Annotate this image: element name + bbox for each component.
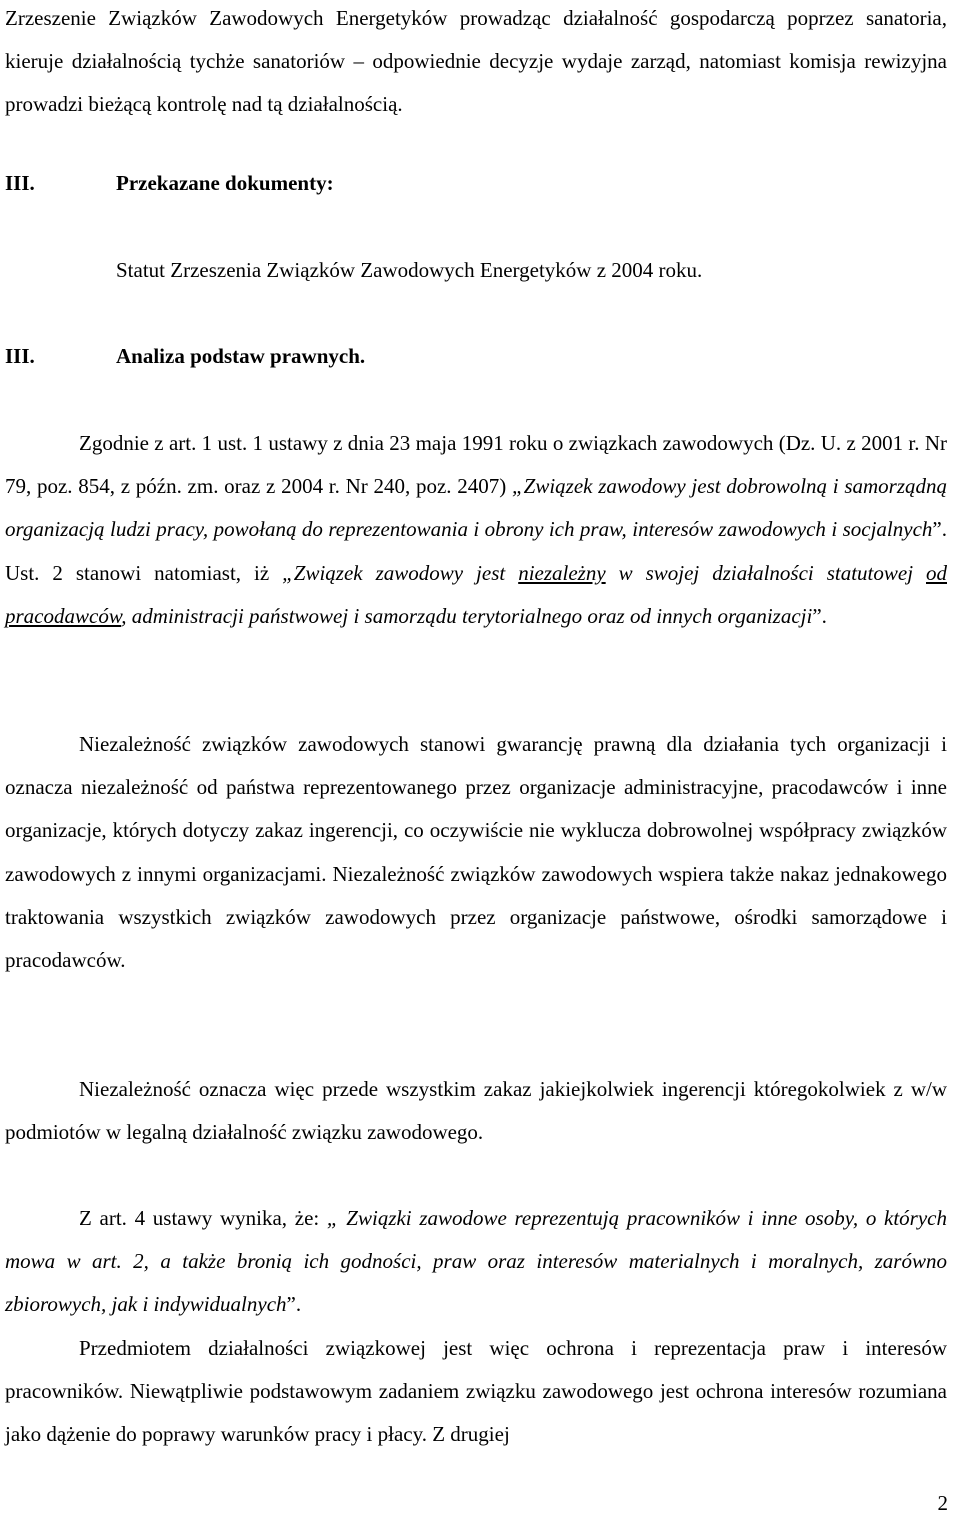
quote-run: „Związek zawodowy jest dobrowolną i samorządną organizacją ludzi pracy, powołaną do reprezentowania i obrony ich praw, interesów zawodowych i socjalnych — [5, 474, 948, 542]
quote-run: w swojej działalności statutowej — [605, 560, 926, 585]
underlined-run: od pracodawców — [5, 560, 947, 628]
paragraph-sanatoria: Zrzeszenie Związków Zawodowych Energetyków prowadząc działalność gospodarczą poprzez sanatoria, kieruje działalnością tychże sanatoriów – odpowiednie decyzje wydaje zarząd, natomiast komisja rewizyjna prowadzi bieżącą kontrolę nad tą działalnością. — [5, 6, 947, 117]
underlined-run: niezależny — [518, 560, 606, 585]
text-run: ”. — [286, 1292, 302, 1317]
paragraph-article-4 — [5, 1197, 947, 1327]
paragraph-independence: Niezależność związków zawodowych stanowi gwarancję prawną dla działania tych organizacji i oznacza niezależność od państwa reprezentowanego przez organizacje administracyjne, pracodawców i inne organizacje, których dotyczy zakaz ingerencji, co oczywiście nie wyklucza dobrowolnej współpracy związków zawodowych z innymi organizacjami. Niezależność związków zawodowych wspiera także nakaz jednakowego traktowania wszystkich związków zawodowych przez organizacje państwowe, ośrodki samorządowe i pracodawców. — [5, 732, 947, 973]
paragraph-interference-ban: Niezależność oznacza więc przede wszystkim zakaz jakiejkolwiek ingerencji któregokolwiek z w/w podmiotów w legalną działalność związku zawodowego. — [5, 1077, 947, 1145]
page-number: 2 — [937, 1491, 948, 1515]
text-run: Zgodnie z art. 1 ust. 1 ustawy z dnia 23 maja 1991 roku o związkach zawodowych (Dz. U. z 2001 r. Nr 79, poz. 854, z późn. zm. oraz z 2004 r. Nr 240, poz. 2407) — [5, 431, 947, 499]
section-heading-legal-analysis — [5, 341, 365, 371]
section-title: Analiza podstaw prawnych. — [116, 344, 366, 368]
text-run: Z art. 4 ustawy wynika, że: — [79, 1206, 327, 1230]
section-heading-documents — [5, 168, 334, 198]
section-title: Przekazane dokumenty: — [116, 171, 334, 195]
text-run: ”. — [812, 603, 827, 628]
section-number: III. — [5, 344, 35, 368]
document-list-item: Statut Zrzeszenia Związków Zawodowych Energetyków z 2004 roku. — [116, 258, 703, 282]
paragraph-article-1 — [5, 422, 947, 638]
quote-run: , administracji państwowej i samorządu terytorialnego oraz od innych organizacji — [121, 603, 813, 628]
paragraph-union-activity: Przedmiotem działalności związkowej jest więc ochrona i reprezentacja praw i interesów pracowników. Niewątpliwie podstawowym zadaniem związku zawodowego jest ochrona interesów rozumiana jako dążenie do poprawy warunków pracy i płacy. Z drugiej — [5, 1336, 947, 1447]
quote-run: „Związek zawodowy jest — [282, 560, 519, 585]
text-run: ”. Ust. 2 stanowi natomiast, iż — [5, 517, 947, 585]
section-number: III. — [5, 171, 35, 195]
quote-run: „ Związki zawodowe reprezentują pracowników i inne osoby, o których mowa w art. 2, a także bronią ich godności, praw oraz interesów materialnych i moralnych, zarówno zbiorowych, jak i indywidualnych — [5, 1206, 947, 1317]
